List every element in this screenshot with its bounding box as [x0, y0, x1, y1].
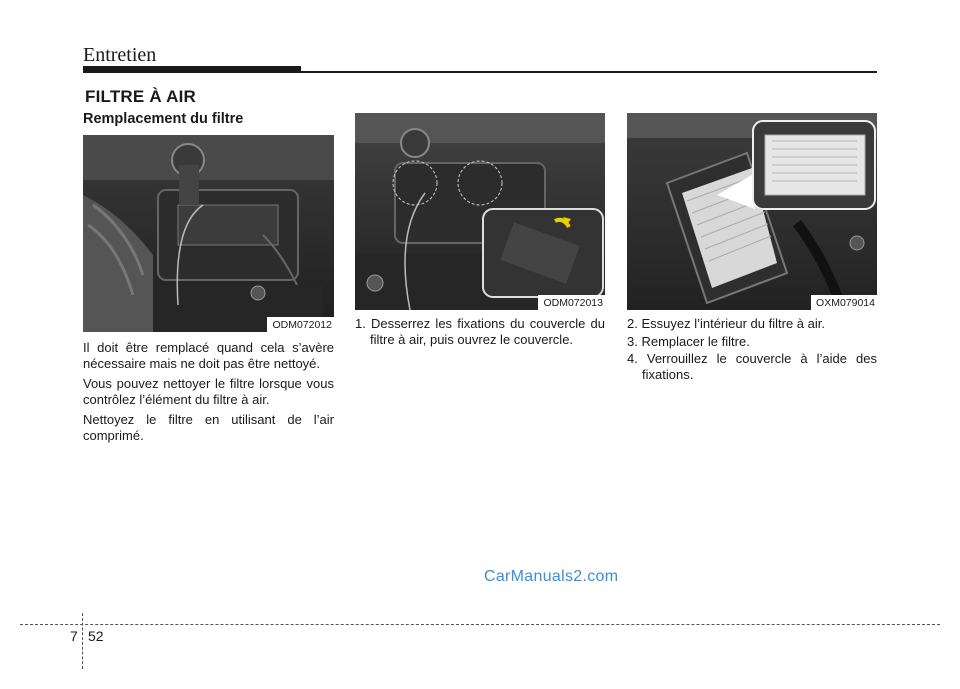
photo-code: ODM072012 — [267, 317, 334, 332]
footer-divider — [20, 624, 940, 625]
column-2-steps — [355, 316, 605, 349]
watermark-link[interactable]: CarManuals2.com — [484, 568, 619, 585]
engine-air-filter-photo — [83, 135, 334, 332]
column-1-text — [83, 340, 334, 448]
step-item: 3. Remplacer le filtre. — [627, 333, 750, 349]
air-filter-clips-photo — [355, 113, 605, 310]
subheading: Remplacement du filtre — [83, 111, 244, 127]
filter-element-photo — [627, 113, 877, 310]
header-rule-thin — [301, 71, 877, 73]
photo-code: ODM072013 — [538, 295, 605, 310]
photo-code: OXM079014 — [811, 295, 877, 310]
header-rule-thick — [83, 66, 301, 73]
chapter-number: 7 — [70, 628, 78, 644]
footer-vertical-divider — [82, 613, 83, 669]
paragraph: Nettoyez le filtre en utilisant de l’air comprimé. — [83, 412, 334, 443]
section-title: FILTRE À AIR — [85, 87, 196, 106]
page-number: 52 — [88, 628, 104, 644]
page-header-title: Entretien — [83, 44, 157, 66]
paragraph: Vous pouvez nettoyer le filtre lorsque vous contrôlez l’élément du filtre à air. — [83, 376, 334, 407]
step-item: 1. Desserrez les fixations du couvercle du filtre à air, puis ouvrez le couvercle. — [355, 316, 605, 347]
column-3-steps — [627, 316, 877, 384]
step-item: 2. Essuyez l’intérieur du filtre à air. — [627, 316, 825, 331]
step-item: 4. Verrouillez le couvercle à l’aide des fixations. — [627, 351, 877, 382]
paragraph: Il doit être remplacé quand cela s’avère nécessaire mais ne doit pas être nettoyé. — [83, 340, 334, 371]
